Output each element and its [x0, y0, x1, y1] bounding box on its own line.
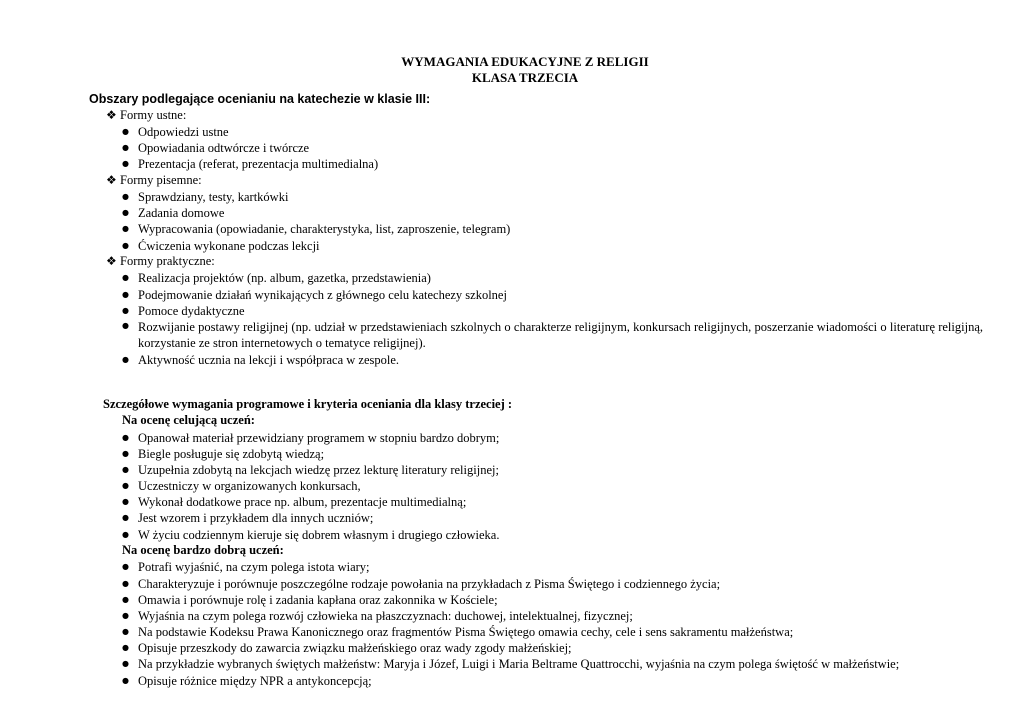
diamond-bullet-icon: ❖ — [106, 254, 117, 268]
grade-heading-excellent: Na ocenę celującą uczeń: — [122, 413, 255, 427]
list-item-text: Charakteryzuje i porównuje poszczególne rodzaje powołania na przykładach z Pisma Świętego i codziennego życia; — [138, 577, 721, 591]
list-item — [122, 287, 507, 303]
bullet-icon: ● — [122, 433, 129, 442]
document-title: WYMAGANIA EDUKACYJNE Z RELIGII — [401, 54, 649, 69]
list-item — [122, 430, 499, 446]
list-item — [122, 624, 793, 640]
category-label: Formy pisemne: — [120, 173, 202, 187]
bullet-icon: ● — [122, 208, 129, 217]
bullet-icon: ● — [122, 595, 129, 604]
list-item-text: Biegle posługuje się zdobytą wiedzą; — [138, 447, 325, 461]
bullet-icon: ● — [122, 513, 129, 522]
list-item-text: Wyjaśnia na czym polega rozwój człowieka na płaszczyznach: duchowej, intelektualnej, fizycznej; — [138, 609, 633, 623]
list-item-text: Potrafi wyjaśnić, na czym polega istota wiary; — [138, 560, 370, 574]
bullet-icon: ● — [122, 224, 129, 233]
list-item — [122, 303, 245, 319]
list-item-text: Opisuje przeszkody do zawarcia związku małżeńskiego oraz wady zgody małżeńskiej; — [138, 641, 572, 655]
list-item-text: Pomoce dydaktyczne — [138, 304, 245, 318]
list-item-text: Opowiadania odtwórcze i twórcze — [138, 141, 310, 155]
bullet-icon: ● — [122, 306, 129, 315]
list-item — [122, 640, 572, 656]
diamond-bullet-icon: ❖ — [106, 108, 117, 122]
list-item-text: Ćwiczenia wykonane podczas lekcji — [138, 239, 320, 253]
bullet-icon: ● — [122, 127, 129, 136]
list-item-text: Jest wzorem i przykładem dla innych uczniów; — [138, 511, 374, 525]
list-item — [122, 238, 320, 254]
bullet-icon: ● — [122, 530, 129, 539]
bullet-icon: ● — [122, 321, 129, 330]
bullet-icon: ● — [122, 192, 129, 201]
diamond-bullet-icon: ❖ — [106, 173, 117, 187]
bullet-icon: ● — [122, 481, 129, 490]
list-item — [122, 608, 633, 624]
list-item-text: Opisuje różnice między NPR a antykoncepcją; — [138, 674, 372, 688]
bullet-icon: ● — [122, 355, 129, 364]
list-item — [122, 205, 224, 221]
list-item — [122, 673, 372, 689]
list-item — [122, 478, 361, 494]
bullet-icon: ● — [122, 290, 129, 299]
list-item-text: Uczestniczy w organizowanych konkursach, — [138, 479, 361, 493]
list-item — [122, 510, 373, 526]
list-item-text: W życiu codziennym kieruje się dobrem własnym i drugiego człowieka. — [138, 528, 500, 542]
list-item-text: Prezentacja (referat, prezentacja multimedialna) — [138, 157, 379, 171]
list-item-text: Uzupełnia zdobytą na lekcjach wiedzę przez lekturę literatury religijnej; — [138, 463, 499, 477]
list-item-text: Zadania domowe — [138, 206, 225, 220]
list-item-text: Odpowiedzi ustne — [138, 125, 229, 139]
bullet-icon: ● — [122, 241, 129, 250]
bullet-icon: ● — [122, 143, 129, 152]
list-item-text: Sprawdziany, testy, kartkówki — [138, 190, 289, 204]
list-item-text: Realizacja projektów (np. album, gazetka, przedstawienia) — [138, 271, 431, 285]
list-item — [122, 576, 720, 592]
list-item — [122, 446, 324, 462]
list-item-text: Na podstawie Kodeksu Prawa Kanonicznego oraz fragmentów Pisma Świętego omawia cechy, cele i sens sakramentu małżeństwa; — [138, 625, 794, 639]
list-item — [122, 494, 466, 510]
bullet-icon: ● — [122, 497, 129, 506]
areas-heading: Obszary podlegające ocenianiu na katechezie w klasie III: — [89, 92, 431, 106]
list-item-text: Omawia i porównuje rolę i zadania kapłana oraz zakonnika w Kościele; — [138, 593, 498, 607]
bullet-icon: ● — [122, 465, 129, 474]
list-item — [122, 270, 431, 286]
list-item — [122, 124, 229, 140]
category-practical — [106, 254, 215, 269]
bullet-icon: ● — [122, 611, 129, 620]
list-item — [122, 559, 370, 575]
list-item — [122, 592, 498, 608]
list-item — [122, 527, 499, 543]
bullet-icon: ● — [122, 449, 129, 458]
list-item — [122, 189, 288, 205]
document-subtitle: KLASA TRZECIA — [471, 70, 579, 85]
list-item — [122, 140, 309, 156]
bullet-icon: ● — [122, 273, 129, 282]
list-item — [122, 462, 499, 478]
list-item-text: Wypracowania (opowiadanie, charakterystyka, list, zaproszenie, telegram) — [138, 222, 511, 236]
bullet-icon: ● — [122, 562, 129, 571]
list-item-text: Na przykładzie wybranych świętych małżeństw: Maryja i Józef, Luigi i Maria Beltrame Quattrocchi, wyjaśnia na czym polega świętość w małżeństwie; — [138, 657, 900, 671]
list-item: Rozwijanie postawy religijnej (np. udział w przedstawieniach szkolnych o charakterze religijnym, konkursach religijnych, poszerzanie wiadomości o literaturę religijną, korzystanie ze stron internetowych o tematyce religijnej). — [138, 320, 983, 350]
list-item-text: Opanował materiał przewidziany programem w stopniu bardzo dobrym; — [138, 431, 500, 445]
list-item-text: Wykonał dodatkowe prace np. album, prezentacje multimedialną; — [138, 495, 467, 509]
list-item — [122, 656, 899, 672]
category-oral — [106, 108, 186, 123]
category-written — [106, 173, 202, 188]
list-item — [122, 352, 399, 368]
bullet-icon: ● — [122, 159, 129, 168]
category-label: Formy praktyczne: — [120, 254, 215, 268]
category-label: Formy ustne: — [120, 108, 187, 122]
list-item-text: Podejmowanie działań wynikających z głównego celu katechezy szkolnej — [138, 288, 507, 302]
list-item — [122, 156, 378, 172]
bullet-icon: ● — [122, 659, 129, 668]
bullet-icon: ● — [122, 643, 129, 652]
bullet-icon: ● — [122, 627, 129, 636]
detail-heading: Szczegółowe wymagania programowe i kryteria oceniania dla klasy trzeciej : — [103, 397, 513, 411]
grade-heading-very-good: Na ocenę bardzo dobrą uczeń: — [122, 543, 284, 557]
bullet-icon: ● — [122, 579, 129, 588]
list-item — [122, 221, 510, 237]
bullet-icon: ● — [122, 676, 129, 685]
list-item-text: Aktywność ucznia na lekcji i współpraca w zespole. — [138, 353, 400, 367]
